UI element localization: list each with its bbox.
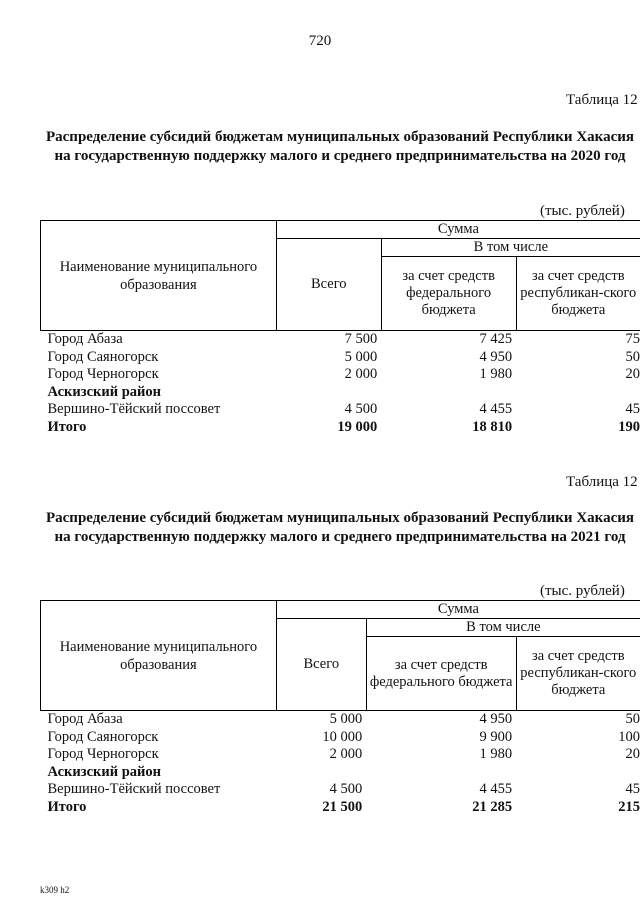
- total-value: 5 000: [344, 348, 378, 365]
- total-label: Итого: [47, 798, 87, 815]
- column-header-name: Наименование муниципального образования: [41, 601, 277, 711]
- municipality-name: Город Абаза: [47, 711, 123, 727]
- republic-value: 100: [618, 728, 640, 745]
- municipality-name: Вершино-Тёйский поссовет: [47, 401, 221, 418]
- municipality-name: Город Черногорск: [47, 746, 159, 763]
- republic-value: 45: [625, 781, 640, 798]
- table-title-2: Распределение субсидий бюджетам муниципальных образований Республики Хакасия на государственную поддержку малого и среднего предпринимательства на 2021 год: [45, 510, 634, 545]
- total-value: 5 000: [329, 711, 363, 727]
- federal-value: 4 455: [479, 781, 513, 798]
- table-label-2: Таблица 12: [566, 474, 638, 490]
- table-row: [41, 349, 640, 367]
- column-header-sum: Сумма: [276, 221, 640, 239]
- federal-value: 4 455: [479, 401, 513, 418]
- total-value: 21 500: [322, 798, 363, 815]
- budget-table-1: [40, 220, 640, 437]
- republic-value: 20: [625, 366, 640, 383]
- total-value: 2 000: [329, 746, 363, 763]
- column-header-republic: за счет средств республикан-ского бюджета: [516, 637, 640, 711]
- page-number: 720: [308, 33, 332, 49]
- table-row: [41, 384, 640, 402]
- table-row: [41, 331, 640, 349]
- table-row-total: [41, 419, 640, 437]
- republic-value: 50: [625, 348, 640, 365]
- municipality-name: Город Саяногорск: [47, 728, 159, 745]
- column-header-including: В том числе: [366, 619, 640, 637]
- table-row: [41, 729, 640, 747]
- federal-value: [381, 384, 516, 402]
- republic-value: 20: [625, 746, 640, 763]
- table-row: [41, 366, 640, 384]
- municipality-name: Город Черногорск: [47, 366, 159, 383]
- republic-value: 190: [618, 418, 640, 435]
- total-value: [276, 384, 381, 402]
- column-header-federal: за счет средств федерального бюджета: [381, 257, 516, 331]
- column-header-total: Всего: [276, 619, 366, 711]
- table-title-1: Распределение субсидий бюджетам муниципальных образований Республики Хакасия на государственную поддержку малого и среднего предпринимательства на 2020 год: [45, 129, 634, 164]
- column-header-name: Наименование муниципального образования: [41, 221, 277, 331]
- district-name: Аскизский район: [47, 763, 161, 780]
- republic-value: [516, 384, 640, 402]
- table-row: [41, 781, 640, 799]
- federal-value: 18 810: [472, 418, 513, 435]
- total-label: Итого: [47, 418, 87, 435]
- total-value: 10 000: [322, 728, 363, 745]
- republic-value: 50: [625, 711, 640, 727]
- district-name: Аскизский район: [47, 383, 161, 400]
- federal-value: 7 425: [479, 331, 513, 347]
- column-header-federal: за счет средств федерального бюджета: [366, 637, 516, 711]
- republic-value: [516, 764, 640, 782]
- federal-value: 1 980: [479, 746, 513, 763]
- federal-value: 9 900: [479, 728, 513, 745]
- federal-value: 21 285: [472, 798, 513, 815]
- municipality-name: Вершино-Тёйский поссовет: [47, 781, 221, 798]
- column-header-total: Всего: [276, 239, 381, 331]
- total-value: 7 500: [344, 331, 378, 347]
- republic-value: 215: [618, 798, 640, 815]
- total-value: [276, 764, 366, 782]
- federal-value: [366, 764, 516, 782]
- federal-value: 4 950: [479, 711, 513, 727]
- column-header-including: В том числе: [381, 239, 640, 257]
- column-header-republic: за счет средств республикан-ского бюджета: [516, 257, 640, 331]
- federal-value: 1 980: [479, 366, 513, 383]
- column-header-sum: Сумма: [276, 601, 640, 619]
- table-row: [41, 401, 640, 419]
- units-label-1: (тыс. рублей): [540, 203, 625, 219]
- budget-table-2: [40, 600, 640, 817]
- table-row: [41, 711, 640, 729]
- units-label-2: (тыс. рублей): [540, 583, 625, 599]
- total-value: 2 000: [344, 366, 378, 383]
- total-value: 4 500: [329, 781, 363, 798]
- table-label-1: Таблица 12: [566, 92, 638, 108]
- municipality-name: Город Абаза: [47, 331, 123, 347]
- table-row-total: [41, 799, 640, 817]
- republic-value: 45: [625, 401, 640, 418]
- municipality-name: Город Саяногорск: [47, 348, 159, 365]
- table-row: [41, 764, 640, 782]
- total-value: 4 500: [344, 401, 378, 418]
- total-value: 19 000: [337, 418, 378, 435]
- table-row: [41, 746, 640, 764]
- footer-code: k309 h2: [40, 885, 70, 895]
- republic-value: 75: [625, 331, 640, 347]
- federal-value: 4 950: [479, 348, 513, 365]
